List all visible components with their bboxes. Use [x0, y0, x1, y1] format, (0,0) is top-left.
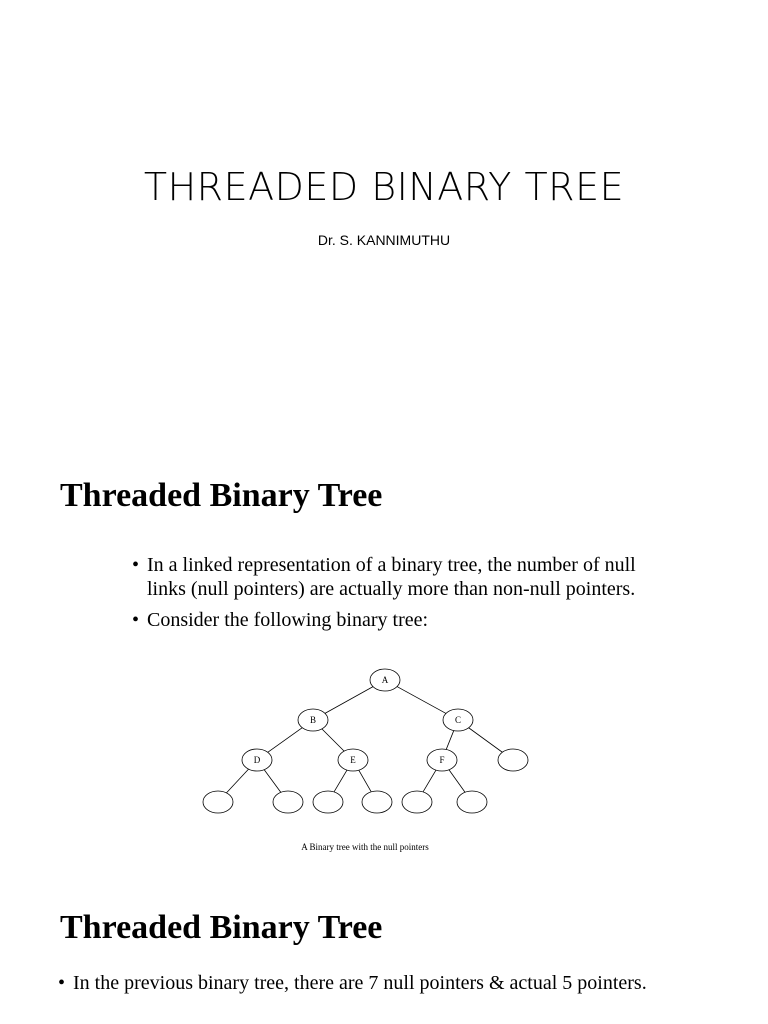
- bullet-item: [132, 553, 652, 601]
- tree-null-node: [457, 791, 487, 813]
- tree-node-label: A: [381, 675, 389, 685]
- slide-subtitle: Dr. S. KANNIMUTHU: [317, 232, 451, 248]
- tree-edge: [264, 770, 281, 793]
- tree-edge: [268, 728, 303, 753]
- tree-node-e: [338, 749, 368, 771]
- tree-edge: [322, 729, 344, 751]
- tree-node-f: [427, 749, 457, 771]
- slide-heading: Threaded Binary Tree: [60, 909, 383, 946]
- tree-null-node: [402, 791, 432, 813]
- bullet-icon: •: [58, 972, 66, 994]
- binary-tree-figure: [190, 668, 540, 858]
- tree-node-label: F: [439, 755, 445, 765]
- tree-node-c: [443, 709, 473, 731]
- tree-node-b: [298, 709, 328, 731]
- tree-edge: [449, 770, 465, 793]
- binary-tree-diagram: [190, 668, 540, 838]
- tree-edge: [469, 728, 503, 753]
- tree-edge: [325, 687, 373, 714]
- tree-edge: [397, 687, 446, 714]
- content-slide-2: [0, 864, 768, 1024]
- slide-heading: Threaded Binary Tree: [60, 477, 383, 514]
- tree-edge: [423, 770, 436, 792]
- bullet-item: [58, 971, 698, 995]
- tree-null-node: [203, 791, 233, 813]
- bullet-text: In the previous binary tree, there are 7 null pointers & actual 5 pointers.: [73, 972, 647, 994]
- tree-null-node: [273, 791, 303, 813]
- tree-node-a: [370, 669, 400, 691]
- tree-node-label: E: [350, 755, 356, 765]
- tree-null-node: [313, 791, 343, 813]
- figure-caption: A Binary tree with the null pointers: [301, 842, 429, 852]
- title-slide: [0, 0, 768, 432]
- bullet-icon: •: [132, 609, 140, 631]
- tree-node-d: [242, 749, 272, 771]
- tree-null-node: [498, 749, 528, 771]
- tree-null-node: [362, 791, 392, 813]
- tree-edge: [334, 770, 347, 792]
- tree-node-label: C: [454, 715, 462, 725]
- tree-node-label: D: [253, 755, 261, 765]
- bullet-item: [132, 608, 652, 632]
- bullet-text: Consider the following binary tree:: [147, 609, 429, 631]
- bullet-icon: •: [132, 554, 140, 576]
- tree-edge: [359, 770, 371, 792]
- tree-node-label: B: [309, 715, 317, 725]
- slide-title: THREADED BINARY TREE: [143, 165, 625, 209]
- bullet-text: In a linked representation of a binary tree, the number of null links (null pointers) are actually more than non-null pointers.: [147, 554, 636, 600]
- bullet-list: [132, 553, 652, 639]
- bullet-list: [58, 971, 698, 1002]
- tree-edge: [446, 731, 454, 750]
- tree-edge: [226, 769, 248, 793]
- content-slide-1: [0, 432, 768, 864]
